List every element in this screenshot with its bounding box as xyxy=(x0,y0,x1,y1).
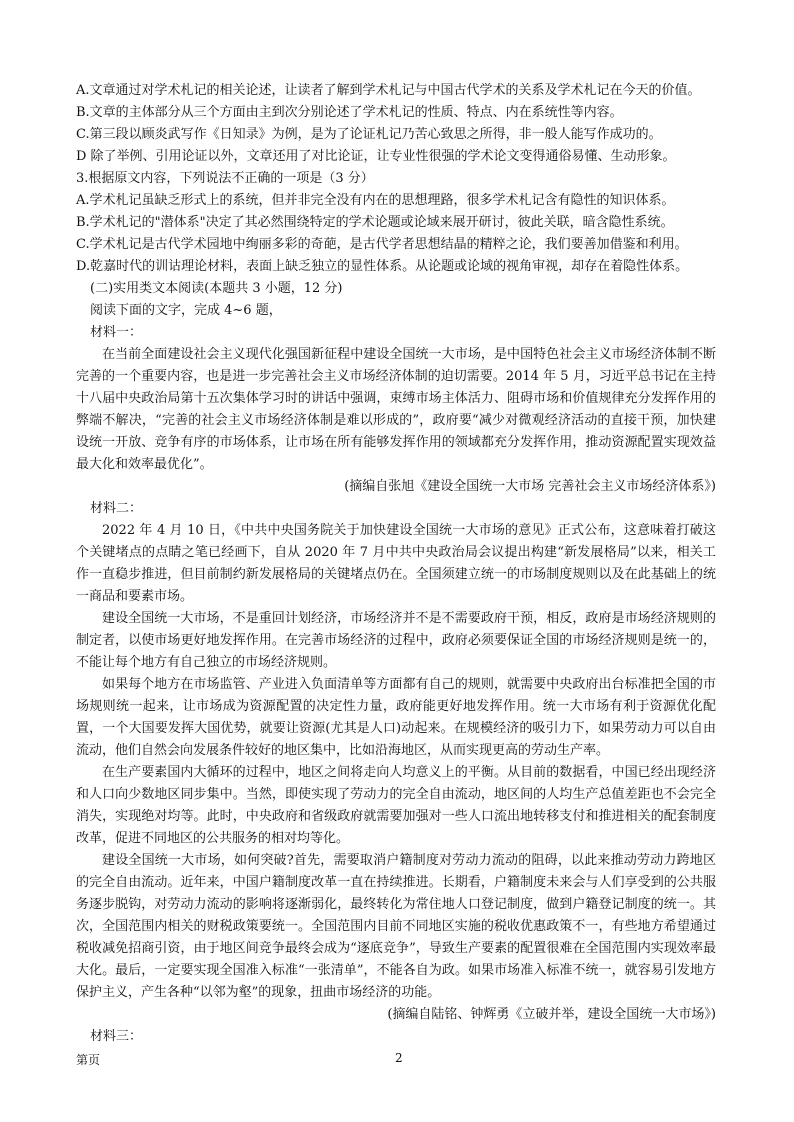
material-2-paragraph: 如果每个地方在市场监管、产业进入负面清单等方面都有自己的规则，就需要中央政府出台标准把全国的市场规则统一起来，让市场成为资源配置的决定性力量，政府能更好地发挥作用。统一大市场有利于资源优化配置，一个大国要发挥大国优势，就要让资源(尤其是人口)动起来。在规模经济的吸引力下，如果劳动力可以自由流动，他们自然会向发展条件较好的地区集中，比如沿海地区，从而实现更高的劳动生产率。 xyxy=(76,677,716,758)
question-3-stem: 3.根据原文内容，下列说法不正确的一项是（3 分） xyxy=(76,171,374,186)
document-body xyxy=(76,80,716,1048)
q3-option-d: D.乾嘉时代的训诂理论材料，表面上缺乏独立的显性体系。从论题或论域的视角审视，却存在着隐性体系。 xyxy=(76,259,689,274)
material-1-label: 材料一： xyxy=(90,325,143,340)
q3-option-c: C.学术札记是古代学术园地中绚丽多彩的奇葩，是古代学者思想结晶的精粹之论，我们要善加借鉴和利用。 xyxy=(76,237,688,252)
q2-option-d: D 除了举例、引用论证以外，文章还用了对比论证，让专业性很强的学术论文变得通俗易懂、生动形象。 xyxy=(76,149,676,164)
material-2-paragraph: 在生产要素国内大循环的过程中，地区之间将走向人均意义上的平衡。从目前的数据看，中国已经出现经济和人口向少数地区同步集中。当然，即使实现了劳动力的完全自由流动，地区间的人均生产总值差距也不会完全消失，实现绝对均等。此时，中央政府和省级政府就需要加强对一些人口流出地转移支付和推进相关的配套制度改革，促进不同地区的公共服务的相对均等化。 xyxy=(76,765,716,846)
section-heading: (二)实用类文本阅读(本题共 3 小题，12 分) xyxy=(90,281,343,296)
material-1-text: 在当前全面建设社会主义现代化强国新征程中建设全国统一大市场，是中国特色社会主义市场经济体制不断完善的一个重要内容，也是进一步完善社会主义市场经济体制的迫切需要。2014 年 5 月，习近平总书记在主持十八届中央政治局第十五次集体学习时的讲话中强调，束缚市场主体活力、阻碍市场和价值规律充分发挥作用的弊端不解决，“完善的社会主义市场经济体制是难以形成的”，政府要“减少对微观经济活动的直接干预，加快建设统一开放、竞争有序的市场体系，让市场在所有能够发挥作用的领域都充分发挥作用，推动资源配置实现效益最大化和效率最优化”。 xyxy=(76,347,716,472)
material-2-paragraph: 2022 年 4 月 10 日，《中共中央国务院关于加快建设全国统一大市场的意见》正式公布，这意味着打破这个关键堵点的点睛之笔已经画下，自从 2020 年 7 月中共中央政治局会议提出构建“新发展格局”以来，相关工作一直稳步推进，但目前制约新发展格局的关键堵点仍在。全国须建立统一的市场制度规则以及在此基础上的统一商品和要素市场。 xyxy=(76,523,716,604)
material-2-paragraph: 建设全国统一大市场，如何突破?首先，需要取消户籍制度对劳动力流动的阻碍，以此来推动劳动力跨地区的完全自由流动。近年来，中国户籍制度改革一直在持续推进。长期看，户籍制度未来会与人们享受到的公共服务逐步脱钩，对劳动力流动的影响将逐渐弱化，最终转化为常住地人口登记制度，做到户籍登记制度的统一。其次，全国范围内相关的财税政策要统一。全国范围内目前不同地区实施的税收优惠政策不一，有些地方希望通过税收减免招商引资，由于地区间竞争最终会成为“逐底竞争”，导致生产要素的配置很难在全国范围内实现效率最大化。最后，一定要实现全国准入标准“一张清单”，不能各自为政。如果市场准入标准不统一，就容易引发地方保护主义，产生各种“以邻为壑”的现象，扭曲市场经济的功能。 xyxy=(76,853,716,1000)
material-1-source: (摘编自张旭《建设全国统一大市场 完善社会主义市场经济体系》) xyxy=(344,479,716,494)
material-2-source: (摘编自陆铭、钟辉勇《立破并举，建设全国统一大市场》) xyxy=(387,1007,716,1022)
footer-page-label: 第页 xyxy=(76,1053,101,1067)
q3-option-a: A.学术札记虽缺乏形式上的系统，但并非完全没有内在的思想理路，很多学术札记含有隐性的知识体系。 xyxy=(76,193,675,208)
footer-page-number: 2 xyxy=(395,1051,403,1065)
material-2-paragraph: 建设全国统一大市场，不是重回计划经济，市场经济并不是不需要政府干预，相反，政府是市场经济规则的制定者，以使市场更好地发挥作用。在完善市场经济的过程中，政府必须要保证全国的市场经济规则是统一的，不能让每个地方有自己独立的市场经济规则。 xyxy=(76,611,716,670)
reading-instruction: 阅读下面的文字，完成 4~6 题， xyxy=(90,303,282,318)
q2-option-a: A.文章通过对学术札记的相关论述，让读者了解到学术札记与中国古代学术的关系及学术札记在今天的价值。 xyxy=(76,83,701,98)
q3-option-b: B.学术札记的"潜体系"决定了其必然围绕特定的学术论题或论域来展开研讨，彼此关联，暗含隐性系统。 xyxy=(76,215,674,230)
material-3-label: 材料三： xyxy=(90,1029,143,1044)
material-2-label: 材料二： xyxy=(90,501,143,516)
q2-option-b: B.文章的主体部分从三个方面由主到次分别论述了学术札记的性质、特点、内在系统性等内容。 xyxy=(76,105,623,120)
q2-option-c: C.第三段以顾炎武写作《日知录》为例，是为了论证札记乃苦心致思之所得，非一般人能写作成功的。 xyxy=(76,127,662,142)
